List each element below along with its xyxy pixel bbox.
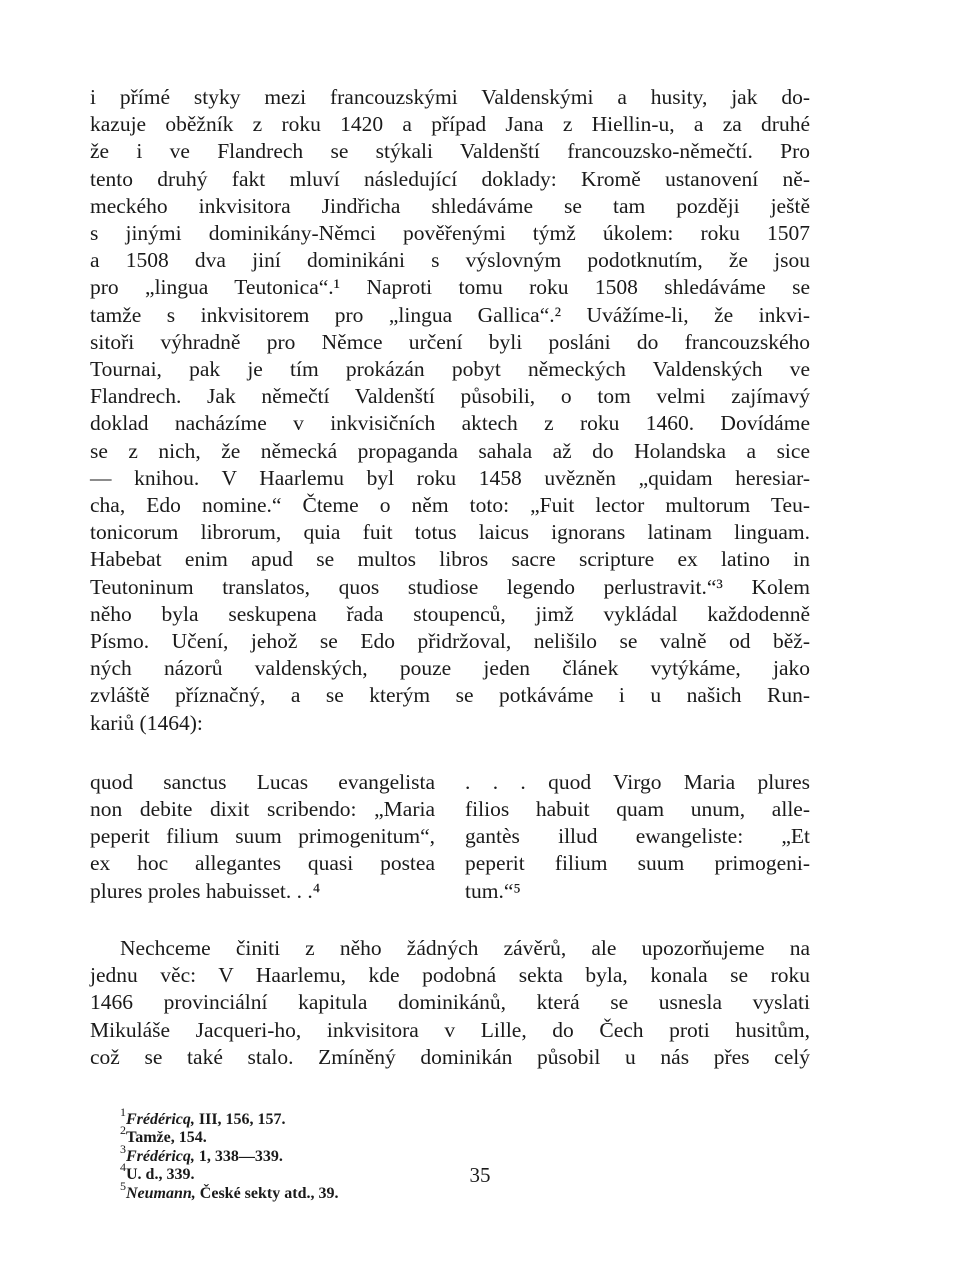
text-line: — knihou. V Haarlemu byl roku 1458 uvězněn „quidam heresiar-: [90, 465, 810, 490]
footnote-text: U. d., 339.: [126, 1166, 195, 1184]
footnote-text: České sekty atd., 39.: [195, 1184, 339, 1202]
text-line: doklad nacházíme v inkvisičních aktech z roku 1460. Dovídáme: [90, 411, 810, 436]
quote-left-column: [90, 769, 435, 905]
text-line: Písmo. Učení, jehož se Edo přidržoval, nelišilo se valně od běž-: [90, 629, 810, 654]
page-body: [90, 84, 810, 1203]
footnote-mark: 1: [120, 1104, 126, 1119]
page-number: 35: [469, 1163, 491, 1187]
text-line: Flandrech. Jak němečtí Valdenští působili, o tom velmi zajímavý: [90, 384, 810, 409]
text-line: Mikuláše Jacqueri-ho, inkvisitora v Lille, do Čech proti husitům,: [90, 1017, 810, 1042]
text-line: kariů (1464):: [90, 710, 203, 735]
text-line: že i ve Flandrech se stýkali Valdenští francouzsko-němečtí. Pro: [90, 139, 810, 164]
text-line: Teutoninum translatos, quos studiose legendo perlustravit.“³ Kolem: [90, 574, 810, 599]
text-line: 1466 provinciální kapitula dominikánů, která se usnesla vyslati: [90, 990, 810, 1015]
quote-line: peperit filium suum primogenitum“,: [90, 824, 435, 849]
text-line: pro „lingua Teutonica“.¹ Naproti tomu roku 1508 shledáváme se: [90, 275, 810, 300]
footnote-author: Frédéricq,: [126, 1110, 195, 1128]
footnote-text: III, 156, 157.: [194, 1110, 286, 1128]
text-line: něho byla seskupena řada stoupenců, jimž vykládal každodenně: [90, 601, 810, 626]
text-line: se z nich, že německá propaganda sahala až do Holandska a sice: [90, 438, 810, 463]
quote-line: . . . quod Virgo Maria plures: [465, 769, 810, 794]
footnote: [120, 1104, 810, 1130]
text-line: Habebat enim apud se multos libros sacre scripture ex latino in: [90, 547, 810, 572]
text-line: ných názorů valdenských, pouze jeden článek vytýkáme, jako: [90, 656, 810, 681]
footnote-mark: 5: [120, 1178, 126, 1193]
quote-line: ex hoc allegantes quasi postea: [90, 851, 435, 876]
footnote-author: Frédéricq,: [126, 1147, 195, 1165]
quote-line: non debite dixit scribendo: „Maria: [90, 797, 435, 822]
text-line: Nechceme činiti z něho žádných závěrů, ale upozorňujeme na: [120, 935, 810, 960]
paragraph-2: [90, 935, 810, 1071]
paragraph-1: [90, 84, 810, 737]
footnote-mark: 4: [120, 1160, 126, 1175]
quote-right-column: [465, 769, 810, 905]
quote-line: plures proles habuisset. . .⁴: [90, 878, 321, 903]
text-line: zvláště příznačný, a se kterým se potkáváme i u našich Run-: [90, 683, 810, 708]
footnote-text: 1, 338—339.: [194, 1147, 283, 1165]
text-line: s jinými dominikány-Němci pověřenými týmž úkolem: roku 1507: [90, 221, 810, 246]
text-line: meckého inkvisitora Jindřicha shledáváme se tam později ještě: [90, 193, 810, 218]
quote-columns: [90, 769, 810, 905]
text-line: a 1508 dva jiní dominikáni s výslovným podotknutím, že jsou: [90, 248, 810, 273]
footnote-author: Neumann,: [126, 1184, 196, 1202]
text-line: tonicorum librorum, quia fuit totus laicus ignorans latinam linguam.: [90, 520, 810, 545]
text-line: cha, Edo nomine.“ Čteme o něm toto: „Fuit lector multorum Teu-: [90, 493, 810, 518]
footnote-text: Tamže, 154.: [126, 1129, 207, 1147]
footnote-mark: 3: [120, 1141, 126, 1156]
text-line: Tournai, pak je tím prokázán pobyt německých Valdenských ve: [90, 357, 810, 382]
quote-line: filios habuit quam unum, alle-: [465, 797, 810, 822]
text-line: kazuje oběžník z roku 1420 a případ Jana z Hiellin-u, a za druhé: [90, 112, 810, 137]
text-line: i přímé styky mezi francouzskými Valdenskými a husity, jak do-: [90, 85, 810, 109]
footnote: [120, 1123, 810, 1148]
text-line: tamže s inkvisitorem pro „lingua Gallica“.² Uvážíme-li, že inkvi-: [90, 302, 810, 327]
quote-line: peperit filium suum primogeni-: [465, 851, 810, 876]
quote-line: tum.“⁵: [465, 878, 521, 903]
text-line: jednu věc: V Haarlemu, kde podobná sekta byla, konala se roku: [90, 963, 810, 988]
text-line: sitoři výhradně pro Němce určení byli posláni do francouzského: [90, 329, 810, 354]
footnotes: [90, 1104, 810, 1204]
text-line: tento druhý fakt mluví následující doklady: Kromě ustanovení ně-: [90, 166, 810, 191]
quote-line: quod sanctus Lucas evangelista: [90, 769, 435, 794]
footnote-mark: 2: [120, 1123, 126, 1138]
quote-line: gantès illud ewangeliste: „Et: [465, 824, 810, 849]
text-line: což se také stalo. Zmíněný dominikán působil u nás přes celý: [90, 1044, 810, 1069]
